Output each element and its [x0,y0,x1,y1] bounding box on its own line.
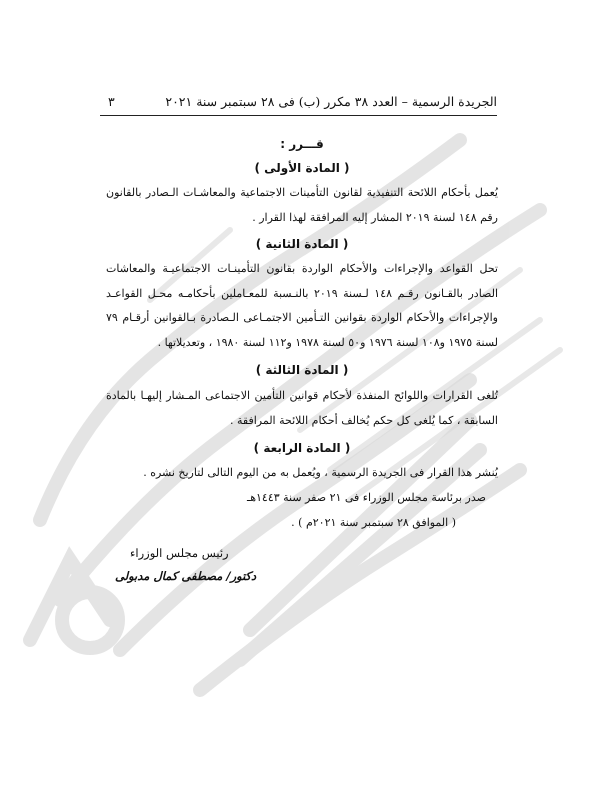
issued-line: صدر برئاسة مجلس الوزراء فى ٢١ صفر سنة ١٤٤٣هـ [246,491,486,504]
article-1-title: ( المادة الأولى ) [254,161,350,175]
decree-intro: قـــرر : [280,137,324,151]
header-divider [100,115,497,116]
signature-name: دكتور/ مصطفى كمال مدبولى [115,569,257,583]
article-4-title: ( المادة الرابعة ) [253,441,351,455]
article-1-text: يُعمل بأحكام اللائحة التنفيذية لقانون التأمينات الاجتماعية والمعاشـات الـصادر بالقانون رقم ١٤٨ لسنة ٢٠١٩ المشار إليه المرافقة لهذا القرار . [106,186,498,224]
issued-gregorian-line: ( الموافق ٢٨ سبتمبر سنة ٢٠٢١م ) . [291,516,456,529]
article-3-text: تُلغى القرارات واللوائح المنفذة لأحكام قوانين التأمين الاجتماعى المـشار إليهـا بالمادة السابقة ، كما يُلغى كل حكم يُخالف أحكام اللائحة المرافقة . [106,389,498,427]
article-4-text: يُنشر هذا القرار فى الجريدة الرسمية ، ويُعمل به من اليوم التالى لتاريخ نشره . [143,466,498,479]
article-2-title: ( المادة الثانية ) [255,237,349,251]
page-header [100,92,497,112]
header-title: الجريدة الرسمية – العدد ٣٨ مكرر (ب) فى ٢٨ سبتمبر سنة ٢٠٢١ [165,94,497,109]
article-3-title: ( المادة الثالثة ) [255,363,349,377]
page-number: ٣ [108,94,115,109]
article-2-text: تحل القواعد والإجراءات والأحكام الواردة بقانون التأمينـات الاجتماعيـة والمعاشات الصادر بالقـانون رقـم ١٤٨ لـسنة ٢٠١٩ بالنـسبة للمعـاملين بأحكامـه محـل القواعـد والإجراءات والأحكام الواردة بقوانين التـأمين الاجتمـاعى الـصادرة بـالقوانين أرقـام ٧٩ لسنة ١٩٧٥ و١٠٨ لسنة ١٩٧٦ و٥٠ لسنة ١٩٧٨ و١١٢ لسنة ١٩٨٠ ، وتعديلاتها . [106,262,498,349]
signature-role: رئيس مجلس الوزراء [130,546,229,560]
